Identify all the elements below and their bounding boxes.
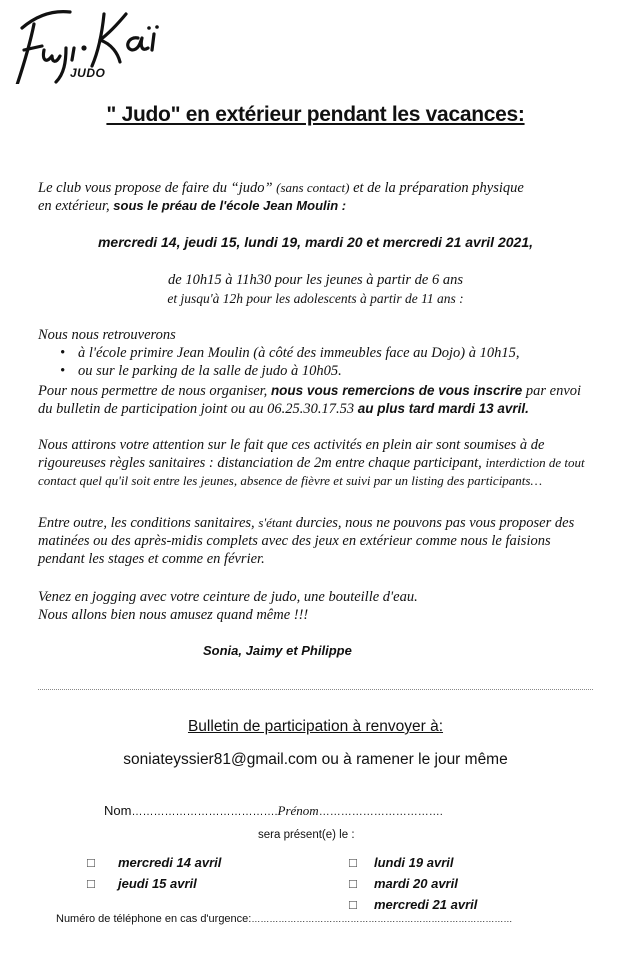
option-label: mercredi 21 avril [374, 897, 478, 912]
intro-paragraph [38, 179, 598, 215]
option-label: jeudi 15 avril [118, 876, 197, 891]
meeting-section [38, 326, 598, 380]
intro-text: Le club vous propose de faire du “judo” [38, 180, 277, 196]
options-right [348, 853, 477, 916]
intro-text-3: en extérieur, [38, 198, 114, 214]
conditions-text: Entre outre, les conditions sanitaires, [38, 515, 259, 531]
option-row[interactable] [348, 853, 477, 874]
name-row [104, 803, 443, 819]
conditions-text-2: s'étant [258, 515, 293, 530]
signup-text: Pour nous permettre de nous organiser, [38, 383, 271, 399]
phone-field[interactable]: …………………………………………………………………………… [251, 914, 513, 924]
intro-text-2: et de la préparation physique [349, 180, 524, 196]
conditions-paragraph [38, 514, 598, 568]
intro-note: (sans contact) [276, 180, 350, 195]
checkbox-icon[interactable]: ☐ [86, 857, 96, 870]
meeting-list [38, 344, 598, 380]
nom-field[interactable]: …………………………………. [131, 806, 278, 818]
meeting-label: Nous nous retrouverons [38, 327, 176, 343]
activity-dates: mercredi 14, jeudi 15, lundi 19, mardi 20 et mercredi 21 avril 2021, [97, 234, 533, 250]
option-label: mardi 20 avril [374, 876, 458, 891]
phone-label: Numéro de téléphone en cas d'urgence: [56, 913, 252, 925]
rules-text-2: interdiction de tout contact quel qu'il soit entre les jeunes, absence de fièvre et suivi par un listing des participants… [38, 455, 585, 488]
signup-deadline: au plus tard mardi 13 avril. [357, 401, 529, 416]
signup-text-2: par envoi du bulletin de participation joint ou au 06.25.30.17.53 [38, 383, 582, 417]
options-left [86, 853, 221, 895]
cut-separator [38, 689, 593, 690]
hours-youth: de 10h15 à 11h30 pour les jeunes à partir de 6 ans [168, 272, 463, 288]
nom-label: Nom [104, 803, 132, 818]
conditions-text-3: durcies, nous ne pouvons pas vous proposer des matinées ou des après-midis complets avec des jeux en extérieur comme nous le faisions pendant les stages et comme en février. [38, 515, 575, 567]
intro-location: sous le préau de l'école Jean Moulin : [113, 198, 347, 213]
checkbox-icon[interactable]: ☐ [348, 857, 358, 870]
form-title: Bulletin de participation à renvoyer à: [187, 718, 444, 735]
prenom-field[interactable]: ……………………………. [318, 806, 443, 818]
form-contact: soniateyssier81@gmail.com ou à ramener le jour même [123, 751, 508, 768]
option-label: lundi 19 avril [374, 855, 454, 870]
prenom-label: Prénom [277, 803, 319, 818]
checkbox-icon[interactable]: ☐ [86, 878, 96, 891]
present-label: sera présent(e) le : [258, 829, 355, 841]
hours-teens: et jusqu'à 12h pour les adolescents à partir de 11 ans : [167, 291, 464, 306]
option-row[interactable] [348, 874, 477, 895]
closing-line: Nous allons bien nous amusez quand même !!! [38, 607, 309, 623]
option-row[interactable] [86, 874, 221, 895]
rules-paragraph [38, 436, 598, 490]
option-label: mercredi 14 avril [118, 855, 222, 870]
checkbox-icon[interactable]: ☐ [348, 878, 358, 891]
signup-emphasis: nous vous remercions de vous inscrire [270, 383, 523, 398]
signup-paragraph [38, 382, 598, 418]
logo-subtitle: JUDO [70, 66, 106, 80]
page-title: " Judo" en extérieur pendant les vacances: [106, 103, 525, 126]
phone-row [56, 913, 512, 925]
closing-paragraph [38, 588, 598, 624]
closing-line: Venez en jogging avec votre ceinture de judo, une bouteille d'eau. [38, 589, 418, 605]
signature: Sonia, Jaimy et Philippe [203, 643, 352, 658]
list-item: • ou sur le parking de la salle de judo à 10h05. [38, 362, 598, 380]
checkbox-icon[interactable]: ☐ [348, 899, 358, 912]
option-row[interactable] [86, 853, 221, 874]
list-item: • à l'école primire Jean Moulin (à côté des immeubles face au Dojo) à 10h15, [38, 344, 598, 362]
rules-text: Nous attirons votre attention sur le fait que ces activités en plein air sont soumises à de rigoureuses règles sanitaires : distanciation de 2m entre chaque participant, [38, 437, 545, 471]
